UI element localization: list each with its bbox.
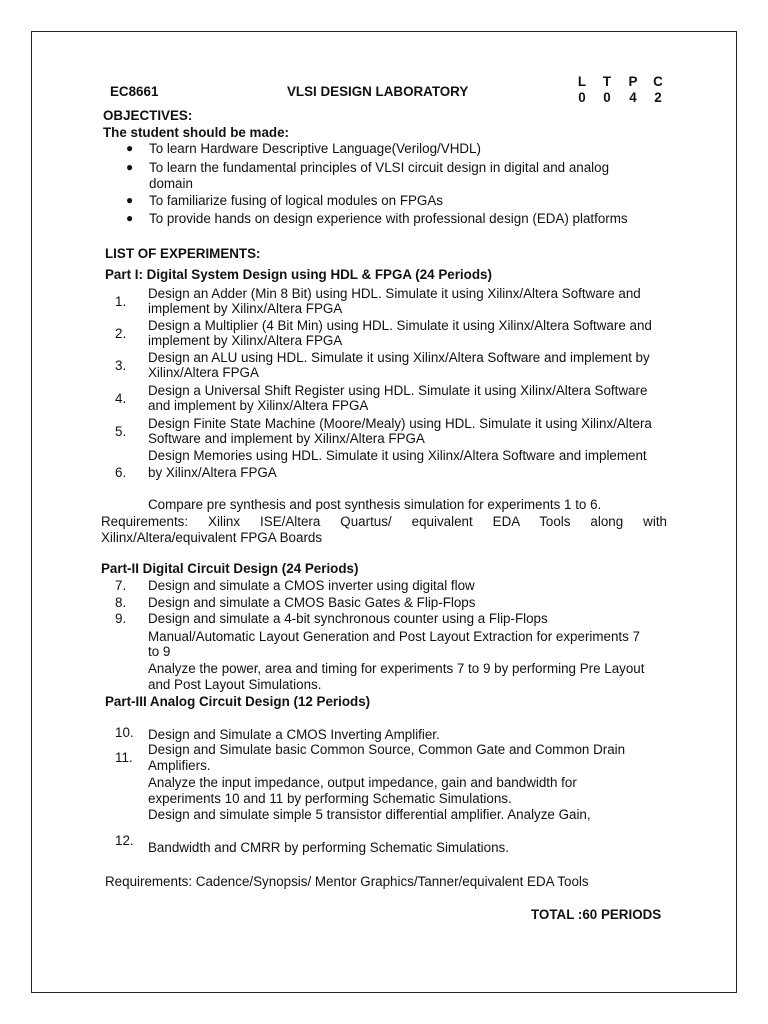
part1-requirements: Requirements: Xilinx ISE/Altera Quartus/ equivalent EDA Tools along with <box>101 514 667 529</box>
experiment-text-continued: implement by Xilinx/Altera FPGA <box>148 301 343 316</box>
ltpc-label-l: L <box>577 74 587 89</box>
objective-item-continued: domain <box>149 176 193 191</box>
ltpc-value-l: 0 <box>578 90 586 105</box>
ltpc-value-c: 2 <box>654 90 662 105</box>
objective-item: To familiarize fusing of logical modules on FPGAs <box>149 193 443 208</box>
experiment-text: Design and Simulate a CMOS Inverting Amplifier. <box>148 727 440 742</box>
experiment-number: 7. <box>115 578 127 593</box>
ltpc-label-p: P <box>628 74 638 89</box>
experiment-text-continued: Bandwidth and CMRR by performing Schematic Simulations. <box>148 840 509 855</box>
experiment-text-continued: implement by Xilinx/Altera FPGA <box>148 333 343 348</box>
experiment-number: 3. <box>115 358 127 373</box>
experiment-number: 1. <box>115 294 127 309</box>
experiment-number: 6. <box>115 465 127 480</box>
objectives-intro: The student should be made: <box>103 125 289 140</box>
objective-item: To learn the fundamental principles of VLSI circuit design in digital and analog <box>149 160 610 175</box>
compare-note: Compare pre synthesis and post synthesis simulation for experiments 1 to 6. <box>148 497 602 512</box>
experiment-text: Design and simulate a 4-bit synchronous counter using a Flip-Flops <box>148 611 548 626</box>
experiment-text: Design a Multiplier (4 Bit Min) using HDL. Simulate it using Xilinx/Altera Software and <box>148 318 652 333</box>
experiment-text-continued: Xilinx/Altera FPGA <box>148 365 259 380</box>
bullet-icon: ● <box>126 211 134 225</box>
experiment-text-continued: and implement by Xilinx/Altera FPGA <box>148 398 369 413</box>
experiment-number: 2. <box>115 326 127 341</box>
experiment-text: Design and simulate a CMOS inverter using digital flow <box>148 578 475 593</box>
experiment-text: Design Finite State Machine (Moore/Mealy) using HDL. Simulate it using Xilinx/Altera <box>148 416 652 431</box>
ltpc-value-t: 0 <box>603 90 611 105</box>
experiment-number: 12. <box>115 833 134 848</box>
experiment-number: 5. <box>115 424 127 439</box>
experiment-number: 9. <box>115 611 127 626</box>
experiment-number: 8. <box>115 595 127 610</box>
ltpc-value-p: 4 <box>629 90 637 105</box>
experiment-text: Design and Simulate basic Common Source, Common Gate and Common Drain <box>148 742 626 757</box>
experiments-heading: LIST OF EXPERIMENTS: <box>105 246 261 261</box>
part1-requirements-continued: Xilinx/Altera/equivalent FPGA Boards <box>101 530 323 545</box>
part2-heading: Part-II Digital Circuit Design (24 Periods) <box>101 561 359 576</box>
course-code: EC8661 <box>110 84 159 99</box>
part1-heading: Part I: Digital System Design using HDL & FPGA (24 Periods) <box>105 267 492 282</box>
experiment-number: 4. <box>115 391 127 406</box>
total-periods: TOTAL :60 PERIODS <box>531 907 662 922</box>
part2-note-continued: to 9 <box>148 644 171 659</box>
experiment-text: Design an Adder (Min 8 Bit) using HDL. Simulate it using Xilinx/Altera Software and <box>148 286 641 301</box>
part3-requirements: Requirements: Cadence/Synopsis/ Mentor Graphics/Tanner/equivalent EDA Tools <box>105 874 589 889</box>
part3-note: Analyze the input impedance, output impedance, gain and bandwidth for <box>148 775 577 790</box>
experiment-text: Design and simulate a CMOS Basic Gates & Flip-Flops <box>148 595 476 610</box>
objective-item: To learn Hardware Descriptive Language(Verilog/VHDL) <box>149 141 481 156</box>
objectives-heading: OBJECTIVES: <box>103 108 193 123</box>
objective-item: To provide hands on design experience with professional design (EDA) platforms <box>149 211 628 226</box>
experiment-number: 11. <box>115 750 133 765</box>
bullet-icon: ● <box>126 193 134 207</box>
experiment-text: Design and simulate simple 5 transistor differential amplifier. Analyze Gain, <box>148 807 591 822</box>
experiment-number: 10. <box>115 725 134 740</box>
ltpc-label-c: C <box>653 74 663 89</box>
part2-note: Manual/Automatic Layout Generation and Post Layout Extraction for experiments 7 <box>148 629 641 644</box>
experiment-text: Design Memories using HDL. Simulate it using Xilinx/Altera Software and implement <box>148 448 647 463</box>
part2-note: Analyze the power, area and timing for experiments 7 to 9 by performing Pre Layout <box>148 661 645 676</box>
experiment-text-continued: Amplifiers. <box>148 758 211 773</box>
part3-heading: Part-III Analog Circuit Design (12 Periods) <box>105 694 371 709</box>
experiment-text-continued: by Xilinx/Altera FPGA <box>148 465 277 480</box>
experiment-text: Design an ALU using HDL. Simulate it using Xilinx/Altera Software and implement by <box>148 350 650 365</box>
experiment-text-continued: Software and implement by Xilinx/Altera FPGA <box>148 431 425 446</box>
bullet-icon: ● <box>126 141 134 155</box>
part3-note-continued: experiments 10 and 11 by performing Schematic Simulations. <box>148 791 512 806</box>
ltpc-label-t: T <box>602 74 612 89</box>
bullet-icon: ● <box>126 160 134 174</box>
course-title: VLSI DESIGN LABORATORY <box>287 84 469 99</box>
part2-note-continued: and Post Layout Simulations. <box>148 677 322 692</box>
experiment-text: Design a Universal Shift Register using HDL. Simulate it using Xilinx/Altera Software <box>148 383 648 398</box>
